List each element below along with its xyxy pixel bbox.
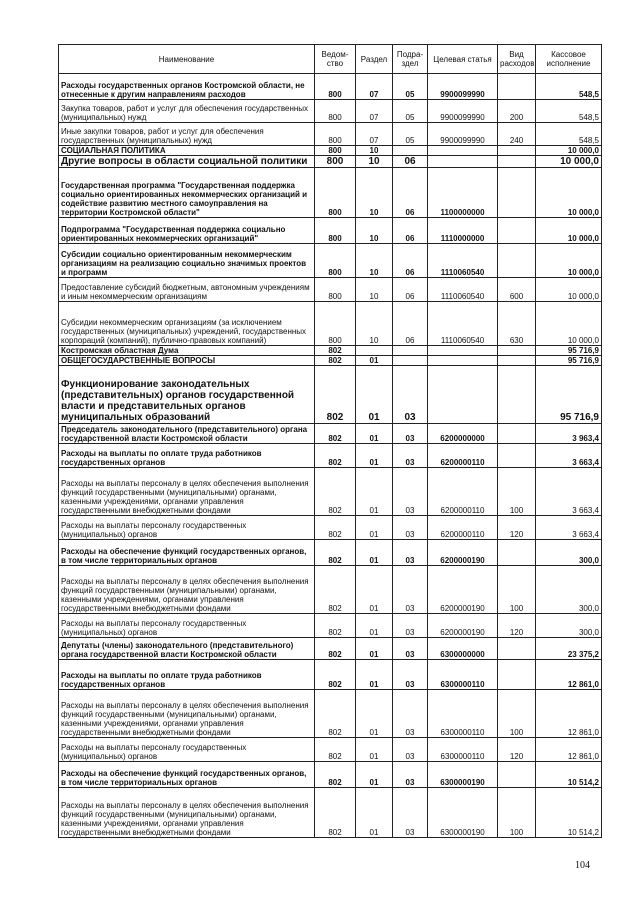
row-target-article: 1110060540 (428, 278, 498, 302)
row-razdel: 01 (356, 540, 393, 566)
row-expense-type: 120 (498, 738, 536, 762)
row-amount: 10 000,0 (536, 244, 602, 278)
row-podrazdel: 03 (393, 638, 428, 660)
row-target-article: 9900099990 (428, 100, 498, 123)
row-name: Другие вопросы в области социальной политики (59, 156, 315, 168)
row-name: Субсидии социально ориентированным некоммерческим организациям на реализацию социально значимых проектов и программ (59, 244, 315, 278)
row-vedomstvo: 802 (315, 516, 356, 540)
table-row (59, 614, 602, 638)
row-expense-type (498, 540, 536, 566)
row-podrazdel: 05 (393, 123, 428, 146)
table-row (59, 302, 602, 346)
row-vedomstvo: 800 (315, 100, 356, 123)
row-amount: 300,0 (536, 566, 602, 614)
table-row (59, 516, 602, 540)
row-razdel: 01 (356, 356, 393, 366)
row-name: Расходы на выплаты персоналу в целях обеспечения выполнения функций государственными (муниципальными) органами, казенными учреждениями, органами управления государственными внебюджетными фондами (59, 788, 315, 838)
row-amount: 300,0 (536, 614, 602, 638)
header-cash-execution: Кассовое исполнение (536, 45, 602, 74)
row-name: Расходы на выплаты персоналу государственных (муниципальных) органов (59, 614, 315, 638)
row-expense-type: 100 (498, 566, 536, 614)
row-razdel: 10 (356, 302, 393, 346)
page-number: 104 (575, 860, 590, 871)
row-expense-type (498, 424, 536, 444)
table-row (59, 244, 602, 278)
row-expense-type: 630 (498, 302, 536, 346)
row-amount: 95 716,9 (536, 346, 602, 356)
row-razdel: 01 (356, 516, 393, 540)
row-expense-type: 100 (498, 788, 536, 838)
row-vedomstvo: 800 (315, 244, 356, 278)
row-name: Государственная программа "Государственная поддержка социально ориентированных некоммерческих организаций и содействие развитию местного самоуправления на территории Костромской области" (59, 168, 315, 218)
row-vedomstvo: 802 (315, 614, 356, 638)
row-target-article: 1110060540 (428, 244, 498, 278)
row-target-article: 6300000000 (428, 638, 498, 660)
row-expense-type: 600 (498, 278, 536, 302)
row-target-article: 6300000190 (428, 762, 498, 788)
row-podrazdel: 06 (393, 244, 428, 278)
row-target-article (428, 156, 498, 168)
row-expense-type (498, 660, 536, 690)
row-name: Председатель законодательного (представительного) органа государственной власти Костромской области (59, 424, 315, 444)
table-row (59, 540, 602, 566)
row-name: ОБЩЕГОСУДАРСТВЕННЫЕ ВОПРОСЫ (59, 356, 315, 366)
header-expense-type: Вид расходов (498, 45, 536, 74)
row-expense-type (498, 218, 536, 244)
row-name: Предоставление субсидий бюджетным, автономным учреждениям и иным некоммерческим организациям (59, 278, 315, 302)
row-expense-type (498, 356, 536, 366)
row-podrazdel: 05 (393, 74, 428, 100)
row-razdel: 01 (356, 738, 393, 762)
row-razdel: 01 (356, 762, 393, 788)
table-row (59, 690, 602, 738)
row-name: Подпрограмма "Государственная поддержка социально ориентированных некоммерческих организаций" (59, 218, 315, 244)
row-vedomstvo: 800 (315, 218, 356, 244)
row-expense-type (498, 346, 536, 356)
row-name: Расходы на выплаты персоналу в целях обеспечения выполнения функций государственными (муниципальными) органами, казенными учреждениями, органами управления государственными внебюджетными фондами (59, 468, 315, 516)
row-expense-type: 100 (498, 468, 536, 516)
row-razdel: 10 (356, 146, 393, 156)
header-target-article: Целевая статья (428, 45, 498, 74)
row-expense-type: 100 (498, 690, 536, 738)
row-expense-type (498, 74, 536, 100)
row-podrazdel: 06 (393, 156, 428, 168)
row-podrazdel: 03 (393, 516, 428, 540)
row-razdel: 10 (356, 278, 393, 302)
row-amount: 3 663,4 (536, 468, 602, 516)
row-podrazdel: 03 (393, 540, 428, 566)
budget-execution-table (58, 44, 602, 838)
table-row (59, 146, 602, 156)
table-row (59, 424, 602, 444)
row-amount: 10 000,0 (536, 168, 602, 218)
row-target-article (428, 356, 498, 366)
row-target-article: 6200000110 (428, 516, 498, 540)
row-vedomstvo: 802 (315, 762, 356, 788)
header-vedomstvo: Ведом-ство (315, 45, 356, 74)
header-podrazdel: Подра-здел (393, 45, 428, 74)
row-target-article: 6200000000 (428, 424, 498, 444)
row-razdel: 01 (356, 444, 393, 468)
row-expense-type: 120 (498, 614, 536, 638)
row-amount: 3 963,4 (536, 424, 602, 444)
row-razdel: 01 (356, 638, 393, 660)
row-vedomstvo: 800 (315, 302, 356, 346)
header-name: Наименование (59, 45, 315, 74)
table-row (59, 100, 602, 123)
row-amount: 12 861,0 (536, 738, 602, 762)
header-razdel: Раздел (356, 45, 393, 74)
row-target-article: 1100000000 (428, 168, 498, 218)
row-target-article (428, 346, 498, 356)
row-podrazdel: 03 (393, 444, 428, 468)
row-podrazdel: 03 (393, 424, 428, 444)
row-amount: 10 000,0 (536, 218, 602, 244)
row-name: Расходы на обеспечение функций государственных органов, в том числе территориальных органов (59, 540, 315, 566)
row-vedomstvo: 802 (315, 346, 356, 356)
table-row (59, 278, 602, 302)
row-razdel: 01 (356, 788, 393, 838)
row-expense-type (498, 638, 536, 660)
row-vedomstvo: 800 (315, 168, 356, 218)
row-expense-type (498, 244, 536, 278)
row-podrazdel (393, 346, 428, 356)
row-vedomstvo: 802 (315, 424, 356, 444)
row-vedomstvo: 802 (315, 540, 356, 566)
row-name: Костромская областная Дума (59, 346, 315, 356)
row-podrazdel: 03 (393, 366, 428, 424)
table-row (59, 356, 602, 366)
row-expense-type (498, 156, 536, 168)
row-vedomstvo: 802 (315, 660, 356, 690)
row-razdel: 10 (356, 244, 393, 278)
row-amount: 10 000,0 (536, 146, 602, 156)
table-row (59, 123, 602, 146)
row-razdel: 01 (356, 468, 393, 516)
row-podrazdel (393, 356, 428, 366)
row-razdel: 01 (356, 366, 393, 424)
row-amount: 23 375,2 (536, 638, 602, 660)
row-razdel (356, 346, 393, 356)
row-razdel: 01 (356, 566, 393, 614)
row-podrazdel: 06 (393, 168, 428, 218)
row-vedomstvo: 800 (315, 123, 356, 146)
row-vedomstvo: 802 (315, 468, 356, 516)
row-podrazdel: 06 (393, 302, 428, 346)
row-name: Расходы на выплаты персоналу в целях обеспечения выполнения функций государственными (муниципальными) органами, казенными учреждениями, органами управления государственными внебюджетными фондами (59, 566, 315, 614)
row-target-article: 9900099990 (428, 74, 498, 100)
row-podrazdel: 05 (393, 100, 428, 123)
row-name: Расходы на выплаты персоналу государственных (муниципальных) органов (59, 738, 315, 762)
row-expense-type: 200 (498, 100, 536, 123)
row-amount: 548,5 (536, 100, 602, 123)
row-name: СОЦИАЛЬНАЯ ПОЛИТИКА (59, 146, 315, 156)
table-row (59, 660, 602, 690)
row-amount: 548,5 (536, 123, 602, 146)
row-amount: 10 000,0 (536, 302, 602, 346)
row-target-article: 6300000110 (428, 660, 498, 690)
table-row (59, 444, 602, 468)
row-razdel: 07 (356, 100, 393, 123)
row-razdel: 01 (356, 424, 393, 444)
table-row (59, 762, 602, 788)
row-razdel: 01 (356, 690, 393, 738)
row-amount: 95 716,9 (536, 366, 602, 424)
table-row (59, 168, 602, 218)
table-row (59, 788, 602, 838)
table-row (59, 638, 602, 660)
row-razdel: 01 (356, 660, 393, 690)
row-amount: 10 514,2 (536, 788, 602, 838)
row-target-article: 6200000190 (428, 540, 498, 566)
table-body (59, 74, 602, 838)
row-vedomstvo: 802 (315, 690, 356, 738)
row-name: Депутаты (члены) законодательного (представительного) органа государственной власти Костромской области (59, 638, 315, 660)
row-expense-type: 120 (498, 516, 536, 540)
row-razdel: 07 (356, 74, 393, 100)
row-name: Расходы на выплаты персоналу государственных (муниципальных) органов (59, 516, 315, 540)
row-vedomstvo: 800 (315, 146, 356, 156)
row-expense-type (498, 168, 536, 218)
row-razdel: 10 (356, 218, 393, 244)
table-row (59, 346, 602, 356)
row-target-article: 9900099990 (428, 123, 498, 146)
row-podrazdel: 03 (393, 690, 428, 738)
row-name: Расходы на обеспечение функций государственных органов, в том числе территориальных органов (59, 762, 315, 788)
row-podrazdel (393, 146, 428, 156)
row-name: Функционирование законодательных (представительных) органов государственной власти и представительных органов муниципальных образований (59, 366, 315, 424)
row-name: Иные закупки товаров, работ и услуг для обеспечения государственных (муниципальных) нужд (59, 123, 315, 146)
row-target-article: 6200000190 (428, 614, 498, 638)
row-amount: 300,0 (536, 540, 602, 566)
row-target-article: 6200000110 (428, 468, 498, 516)
row-vedomstvo: 802 (315, 638, 356, 660)
table-header-row (59, 45, 602, 74)
row-target-article: 6300000110 (428, 738, 498, 762)
row-target-article (428, 366, 498, 424)
row-vedomstvo: 802 (315, 366, 356, 424)
row-razdel: 10 (356, 168, 393, 218)
row-target-article: 6200000110 (428, 444, 498, 468)
row-podrazdel: 03 (393, 566, 428, 614)
row-podrazdel: 03 (393, 762, 428, 788)
row-amount: 3 663,4 (536, 444, 602, 468)
row-expense-type (498, 444, 536, 468)
row-target-article: 6300000190 (428, 788, 498, 838)
row-target-article: 6300000110 (428, 690, 498, 738)
row-expense-type: 240 (498, 123, 536, 146)
row-amount: 548,5 (536, 74, 602, 100)
table-row (59, 218, 602, 244)
row-amount: 10 000,0 (536, 278, 602, 302)
row-podrazdel: 03 (393, 468, 428, 516)
row-razdel: 07 (356, 123, 393, 146)
row-vedomstvo: 802 (315, 444, 356, 468)
row-amount: 12 861,0 (536, 690, 602, 738)
row-name: Расходы на выплаты персоналу в целях обеспечения выполнения функций государственными (муниципальными) органами, казенными учреждениями, органами управления государственными внебюджетными фондами (59, 690, 315, 738)
row-vedomstvo: 800 (315, 156, 356, 168)
row-amount: 95 716,9 (536, 356, 602, 366)
row-expense-type (498, 146, 536, 156)
row-vedomstvo: 800 (315, 278, 356, 302)
row-razdel: 10 (356, 156, 393, 168)
row-vedomstvo: 802 (315, 566, 356, 614)
table-row (59, 566, 602, 614)
row-vedomstvo: 800 (315, 74, 356, 100)
row-name: Расходы государственных органов Костромской области, не отнесенные к другим направлениям расходов (59, 74, 315, 100)
table-row (59, 74, 602, 100)
row-vedomstvo: 802 (315, 788, 356, 838)
row-expense-type (498, 762, 536, 788)
row-expense-type (498, 366, 536, 424)
row-name: Субсидии некоммерческим организациям (за исключением государственных (муниципальных) учреждений, государственных корпораций (компаний), публично-правовых компаний) (59, 302, 315, 346)
row-razdel: 01 (356, 614, 393, 638)
row-amount: 3 663,4 (536, 516, 602, 540)
row-podrazdel: 06 (393, 278, 428, 302)
table-row (59, 738, 602, 762)
row-podrazdel: 03 (393, 738, 428, 762)
row-target-article: 6200000190 (428, 566, 498, 614)
row-target-article: 1110000000 (428, 218, 498, 244)
row-name: Закупка товаров, работ и услуг для обеспечения государственных (муниципальных) нужд (59, 100, 315, 123)
row-podrazdel: 06 (393, 218, 428, 244)
row-amount: 10 514,2 (536, 762, 602, 788)
table-row (59, 366, 602, 424)
row-vedomstvo: 802 (315, 738, 356, 762)
row-amount: 12 861,0 (536, 660, 602, 690)
table-row (59, 468, 602, 516)
row-name: Расходы на выплаты по оплате труда работников государственных органов (59, 660, 315, 690)
table-row (59, 156, 602, 168)
row-podrazdel: 03 (393, 788, 428, 838)
row-target-article (428, 146, 498, 156)
row-podrazdel: 03 (393, 660, 428, 690)
row-target-article: 1110060540 (428, 302, 498, 346)
row-podrazdel: 03 (393, 614, 428, 638)
row-amount: 10 000,0 (536, 156, 602, 168)
row-vedomstvo: 802 (315, 356, 356, 366)
row-name: Расходы на выплаты по оплате труда работников государственных органов (59, 444, 315, 468)
